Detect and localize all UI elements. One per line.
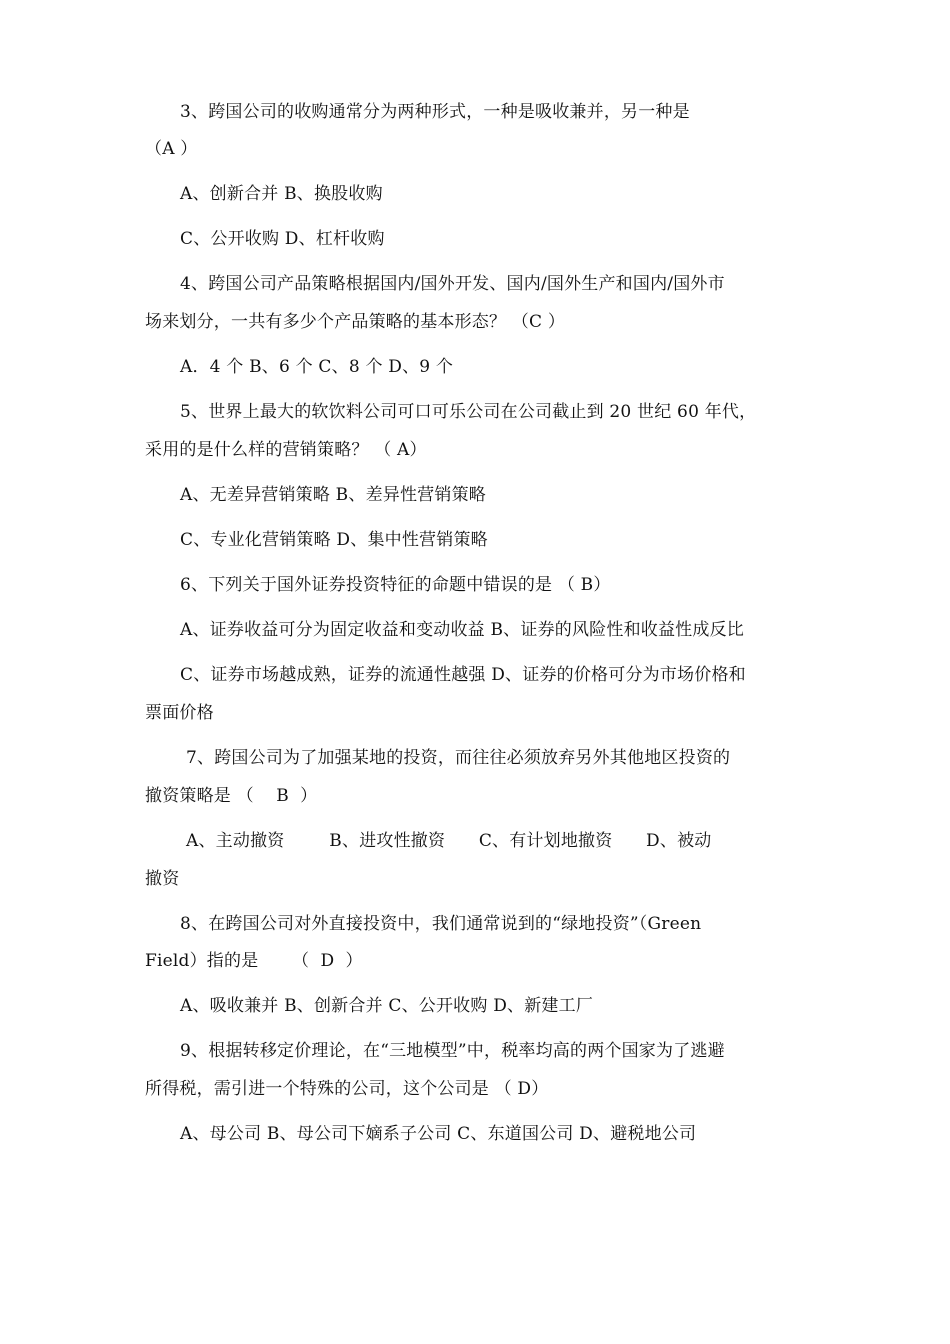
question-9-line-1: 9、根据转移定价理论，在“三地模型”中，税率均高的两个国家为了逃避 xyxy=(180,1041,725,1061)
question-4-options: A．4 个 B、6 个 C、8 个 D、9 个 xyxy=(180,357,454,377)
question-6-line-1: 6、下列关于国外证券投资特征的命题中错误的是 （ B） xyxy=(180,575,611,595)
question-5-line-2: 采用的是什么样的营销策略？ （ A） xyxy=(145,440,427,460)
question-8-options: A、吸收兼并 B、创新合并 C、公开收购 D、新建工厂 xyxy=(180,996,594,1016)
question-3-options-cd: C、公开收购 D、杠杆收购 xyxy=(180,229,385,249)
question-5-options-cd: C、专业化营销策略 D、集中性营销策略 xyxy=(180,530,488,550)
question-7-line-1: 7、跨国公司为了加强某地的投资，而往往必须放弃另外其他地区投资的 xyxy=(186,748,731,768)
question-7-line-2: 撤资策略是 （ B ） xyxy=(145,786,318,806)
question-8-line-2: Field）指的是 （ D ） xyxy=(145,951,363,971)
question-9-line-2: 所得税，需引进一个特殊的公司，这个公司是 （ D） xyxy=(145,1079,549,1099)
question-6-options-cd-cont: 票面价格 xyxy=(145,703,214,723)
question-3-options-ab: A、创新合并 B、换股收购 xyxy=(180,184,383,204)
question-8-line-1: 8、在跨国公司对外直接投资中，我们通常说到的“绿地投资”（Green xyxy=(180,914,702,934)
question-3-answer: （A ） xyxy=(145,139,198,159)
question-7-options-cont: 撤资 xyxy=(145,869,180,889)
question-5-line-1: 5、世界上最大的软饮料公司可口可乐公司在公司截止到 20 世纪 60 年代， xyxy=(180,402,757,422)
question-3-line-1: 3、跨国公司的收购通常分为两种形式，一种是吸收兼并，另一种是 xyxy=(180,102,690,122)
question-5-options-ab: A、无差异营销策略 B、差异性营销策略 xyxy=(180,485,486,505)
question-6-options-cd: C、证券市场越成熟，证券的流通性越强 D、证券的价格可分为市场价格和 xyxy=(180,665,746,685)
question-6-options-ab: A、证券收益可分为固定收益和变动收益 B、证券的风险性和收益性成反比 xyxy=(180,620,744,640)
question-9-options: A、母公司 B、母公司下嫡系子公司 C、东道国公司 D、避税地公司 xyxy=(180,1124,697,1144)
question-4-line-2: 场来划分，一共有多少个产品策略的基本形态？ （C ） xyxy=(145,312,566,332)
question-7-options: A、主动撤资 B、进攻性撤资 C、有计划地撤资 D、被动 xyxy=(186,831,712,851)
question-4-line-1: 4、跨国公司产品策略根据国内/国外开发、国内/国外生产和国内/国外市 xyxy=(180,274,725,294)
